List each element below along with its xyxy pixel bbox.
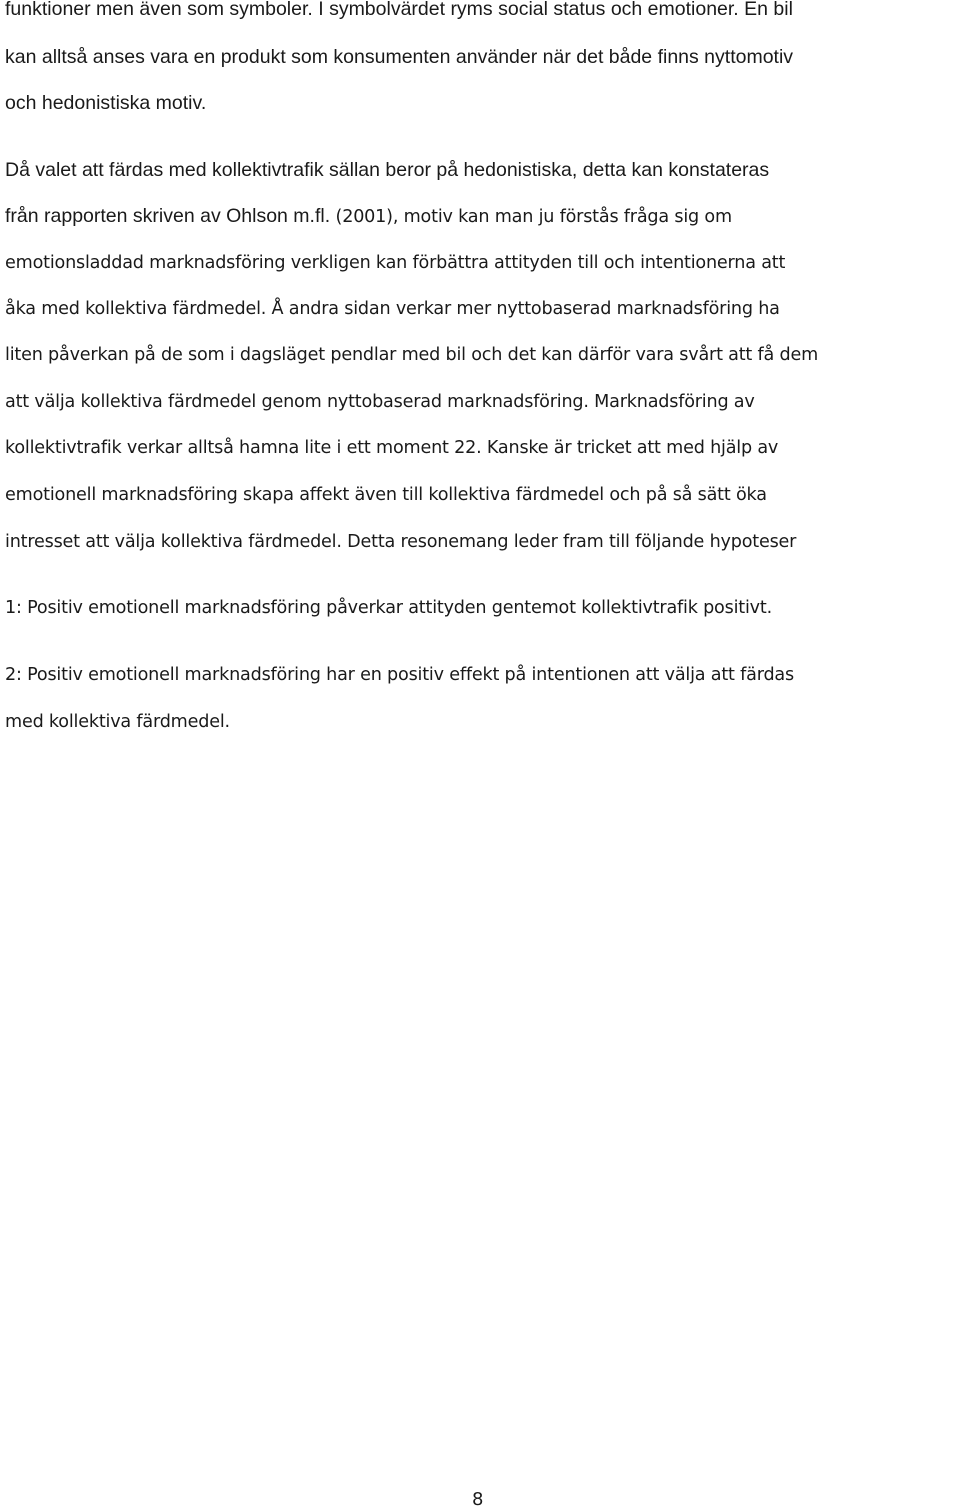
paragraph-line: och hedonistiska motiv. xyxy=(5,92,207,114)
paragraph-line: åka med kollektiva färdmedel. Å andra sidan verkar mer nyttobaserad marknadsföring ha xyxy=(5,299,780,319)
paragraph-line: Då valet att färdas med kollektivtrafik sällan beror på hedonistiska, detta kan konstateras xyxy=(5,159,770,181)
page-number: 8 xyxy=(472,1489,484,1510)
paragraph-line: att välja kollektiva färdmedel genom nyttobaserad marknadsföring. Marknadsföring av xyxy=(5,392,755,412)
paragraph-line: emotionell marknadsföring skapa affekt även till kollektiva färdmedel och på så sätt öka xyxy=(5,485,767,505)
hypothesis-2-continued: med kollektiva färdmedel. xyxy=(5,712,230,732)
paragraph-line: intresset att välja kollektiva färdmedel. Detta resonemang leder fram till följande hypoteser xyxy=(5,532,797,552)
paragraph-line-part: (2001), motiv kan man ju förstås fråga sig om xyxy=(330,207,732,227)
hypothesis-1: 1: Positiv emotionell marknadsföring påverkar attityden gentemot kollektivtrafik positivt. xyxy=(5,598,772,618)
paragraph-line-part: från rapporten skriven av Ohlson m.fl. xyxy=(5,205,331,227)
paragraph-line: kollektivtrafik verkar alltså hamna lite i ett moment 22. Kanske är tricket att med hjälp av xyxy=(5,438,779,458)
paragraph-line: kan alltså anses vara en produkt som konsumenten använder när det både finns nyttomotiv xyxy=(5,46,794,68)
paragraph-line: funktioner men även som symboler. I symbolvärdet ryms social status och emotioner. En bil xyxy=(5,0,793,20)
paragraph-line: liten påverkan på de som i dagsläget pendlar med bil och det kan därför vara svårt att få dem xyxy=(5,345,819,365)
hypothesis-2: 2: Positiv emotionell marknadsföring har en positiv effekt på intentionen att välja att färdas xyxy=(5,665,794,685)
paragraph-line: emotionsladdad marknadsföring verkligen kan förbättra attityden till och intentionerna att xyxy=(5,253,786,273)
paragraph-line xyxy=(5,207,732,227)
